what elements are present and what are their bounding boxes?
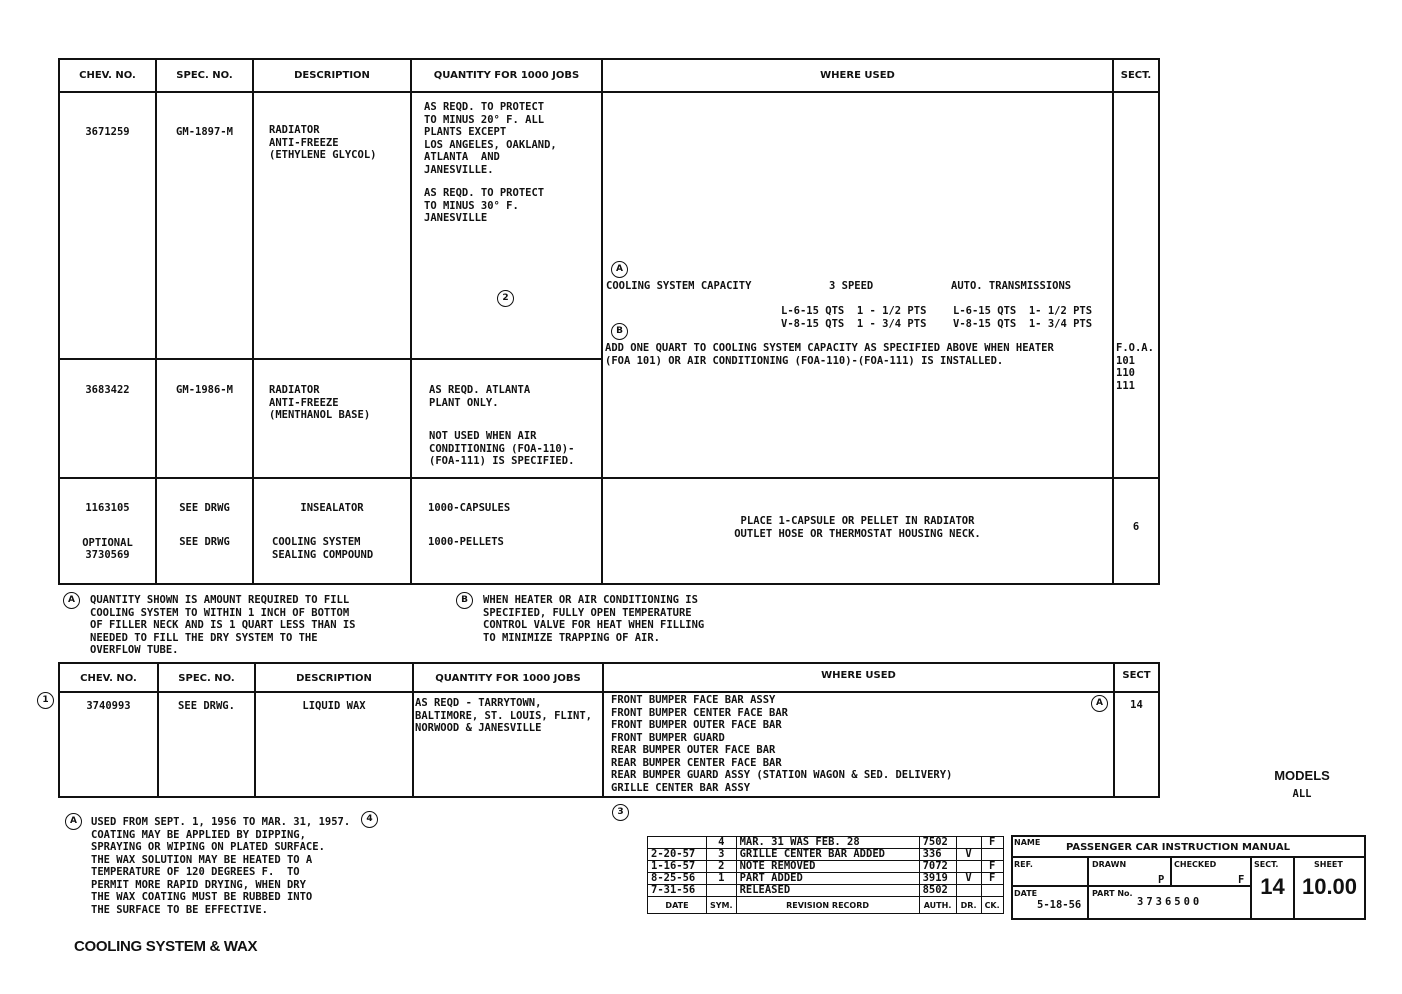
rev-ck [981,849,1003,861]
rev-ck [981,885,1003,897]
rev-record: PART ADDED [736,873,919,885]
rev-record: GRILLE CENTER BAR ADDED [736,849,919,861]
marker-3: 3 [612,804,629,821]
revision-row [648,849,1004,861]
t1-r3-spec2: SEE DRWG [179,536,230,548]
rev-auth: 7502 [919,837,956,849]
note2-a-text: USED FROM SEPT. 1, 1956 TO MAR. 31, 1957. COATING MAY BE APPLIED BY DIPPING, SPRAYING OR WIPING ON PLATED SURFACE. THE WAX SOLUTION MAY BE HEATED TO A TEMPERATURE OF 120 DEGREES F. TO PERMIT MORE RAPID DRYING, WHEN DRY THE WAX COATING MUST BE RUBBED INTO THE SURFACE TO BE EFFECTIVE. [91,816,351,916]
marker-2: 2 [497,290,514,307]
t1-r3-qty: 1000-CAPSULES [428,502,511,514]
t1-r2-desc: RADIATOR ANTI-FREEZE (MENTHANOL BASE) [269,384,371,421]
t1-r2-qty1: AS REQD. ATLANTA PLANT ONLY. [429,384,531,409]
tb-name: PASSENGER CAR INSTRUCTION MANUAL [1066,842,1290,853]
rev-record: NOTE REMOVED [736,861,919,873]
t2-spec: SEE DRWG. [178,700,235,712]
t2-header-chev: CHEV. NO. [80,673,137,684]
tb-date: 5-18-56 [1037,899,1082,911]
marker-a: A [611,261,628,278]
rev-record: MAR. 31 WAS FEB. 28 [736,837,919,849]
t1-r3-desc2: COOLING SYSTEM SEALING COMPOUND [272,536,374,561]
t1-r2-spec: GM-1986-M [176,384,233,396]
t1-header-qty: QUANTITY FOR 1000 JOBS [433,70,580,81]
rev-sym: 1 [707,873,737,885]
capacity-3speed-values: L-6-15 QTS 1 - 1/2 PTS V-8-15 QTS 1 - 3/4 PTS [781,305,927,330]
rev-dr: V [956,849,981,861]
t1-r1-qty1: AS REQD. TO PROTECT TO MINUS 20° F. ALL PLANTS EXCEPT LOS ANGELES, OAKLAND, ATLANTA AND JANESVILLE. [424,101,557,176]
note2-marker-4: 4 [361,811,378,828]
t1-r1-spec: GM-1897-M [176,126,233,138]
rev-dr [956,837,981,849]
tb-sheet-label: SHEET [1314,860,1343,869]
t1-r1-chev: 3671259 [85,126,130,138]
rev-date [648,837,707,849]
t2-header-sect: SECT [1122,670,1151,681]
rev-sym: 2 [707,861,737,873]
t1-r2-chev: 3683422 [85,384,130,396]
t1-r1-desc: RADIATOR ANTI-FREEZE (ETHYLENE GLYCOL) [269,124,377,161]
capacity-auto-values: L-6-15 QTS 1- 1/2 PTS V-8-15 QTS 1- 3/4 PTS [953,305,1093,330]
note1-b-text: WHEN HEATER OR AIR CONDITIONING IS SPECIFIED, FULLY OPEN TEMPERATURE CONTROL VALVE FOR HEAT WHEN FILLING TO MINIMIZE TRAPPING OF AIR. [483,594,705,644]
t1-r3-qty2: 1000-PELLETS [428,536,504,548]
rev-header-dr: DR. [956,897,981,914]
rev-auth: 336 [919,849,956,861]
capacity-label: COOLING SYSTEM CAPACITY [606,280,752,292]
tb-part-label: PART No. [1092,889,1133,898]
note1-a-marker: A [63,592,80,609]
t1-header-where: WHERE USED [820,70,895,81]
rev-date: 1-16-57 [648,861,707,873]
revision-row [648,873,1004,885]
rev-dr [956,885,981,897]
tb-sect: 14 [1260,874,1285,899]
note1-b-marker: B [456,592,473,609]
tb-drawn: P [1158,874,1165,886]
rev-ck: F [981,837,1003,849]
t2-sect: 14 [1130,699,1143,711]
tb-ref-label: REF. [1014,860,1033,869]
t2-header-qty: QUANTITY FOR 1000 JOBS [435,673,581,684]
rev-header-date: DATE [648,897,707,914]
rev-ck: F [981,861,1003,873]
t1-header-chev: CHEV. NO. [79,70,136,81]
footer-title: COOLING SYSTEM & WAX [74,938,258,955]
rev-sym [707,885,737,897]
rev-sym: 3 [707,849,737,861]
tb-part: 3736500 [1137,896,1203,908]
capacity-note: ADD ONE QUART TO COOLING SYSTEM CAPACITY AS SPECIFIED ABOVE WHEN HEATER (FOA 101) OR AIR CONDITIONING (FOA-110)-(FOA-111) IS INSTALLED. [605,342,1054,367]
t2-header-spec: SPEC. NO. [178,673,235,684]
tb-date-label: DATE [1014,889,1038,898]
tb-sect-label: SECT. [1254,860,1279,869]
note2-a-marker: A [65,813,82,830]
revision-record [647,836,1004,914]
rev-date: 2-20-57 [648,849,707,861]
rev-record: RELEASED [736,885,919,897]
t1-r2-qty2: NOT USED WHEN AIR CONDITIONING (FOA-110)- (FOA-111) IS SPECIFIED. [429,430,575,467]
rev-date: 8-25-56 [648,873,707,885]
revision-header-row [648,897,1004,914]
rev-date: 7-31-56 [648,885,707,897]
tb-name-label: NAME [1014,838,1041,847]
revision-row [648,861,1004,873]
capacity-3speed-header: 3 SPEED [829,280,874,292]
marker-b: B [611,323,628,340]
t2-where: FRONT BUMPER FACE BAR ASSY FRONT BUMPER CENTER FACE BAR FRONT BUMPER OUTER FACE BAR FRONT BUMPER GUARD REAR BUMPER OUTER FACE BAR REAR BUMPER CENTER FACE BAR REAR BUMPER GUARD ASSY (STATION WAGON & SED. DELIVERY) GRILLE CENTER BAR ASSY [611,694,953,794]
t2-header-where: WHERE USED [821,670,896,681]
tb-drawn-label: DRAWN [1092,860,1127,869]
t1-header-spec: SPEC. NO. [176,70,233,81]
t1-r1-qty2: AS REQD. TO PROTECT TO MINUS 30° F. JANESVILLE [424,187,545,224]
rev-auth: 7072 [919,861,956,873]
rev-header-ck: CK. [981,897,1003,914]
rev-header-record: REVISION RECORD [736,897,919,914]
rev-auth: 3919 [919,873,956,885]
t1-r3-where: PLACE 1-CAPSULE OR PELLET IN RADIATOR OUTLET HOSE OR THERMOSTAT HOUSING NECK. [734,515,981,540]
t2-qty: AS REQD - TARRYTOWN, BALTIMORE, ST. LOUIS, FLINT, NORWOOD & JANESVILLE [415,697,593,734]
t2-where-marker-a: A [1091,695,1108,712]
rev-header-auth: AUTH. [919,897,956,914]
t1-r3-sect: 6 [1132,521,1140,533]
rev-auth: 8502 [919,885,956,897]
t1-header-desc: DESCRIPTION [294,70,370,81]
tb-checked-label: CHECKED [1174,860,1217,869]
t1-r3-chev: 1163105 [85,502,130,514]
t1-r3-optional-label: OPTIONAL [82,537,133,549]
t1-r3-chev2: 3730569 [85,549,130,561]
models-label: MODELS [1274,768,1330,783]
rev-sym: 4 [707,837,737,849]
t1-r3-desc: INSEALATOR [300,502,364,514]
rev-ck: F [981,873,1003,885]
note1-a-text: QUANTITY SHOWN IS AMOUNT REQUIRED TO FILL COOLING SYSTEM TO WITHIN 1 INCH OF BOTTOM OF FILLER NECK AND IS 1 QUART LESS THAN IS NEEDED TO FILL THE DRY SYSTEM TO THE OVERFLOW TUBE. [90,594,356,656]
models-value: ALL [1292,788,1312,800]
rev-dr: V [956,873,981,885]
t1-merged-sect: F.O.A. 101 110 111 [1116,342,1154,392]
t2-row-marker-1: 1 [37,692,54,709]
tb-sheet: 10.00 [1301,874,1358,899]
t2-desc: LIQUID WAX [302,700,366,712]
rev-header-sym: SYM. [707,897,737,914]
tb-checked: F [1238,874,1245,886]
t1-r3-spec: SEE DRWG [179,502,230,514]
revision-row [648,885,1004,897]
rev-dr [956,861,981,873]
t1-header-sect: SECT. [1120,70,1152,81]
capacity-auto-header: AUTO. TRANSMISSIONS [951,280,1072,292]
t2-chev: 3740993 [86,700,131,712]
t2-header-desc: DESCRIPTION [296,673,372,684]
revision-row [648,837,1004,849]
